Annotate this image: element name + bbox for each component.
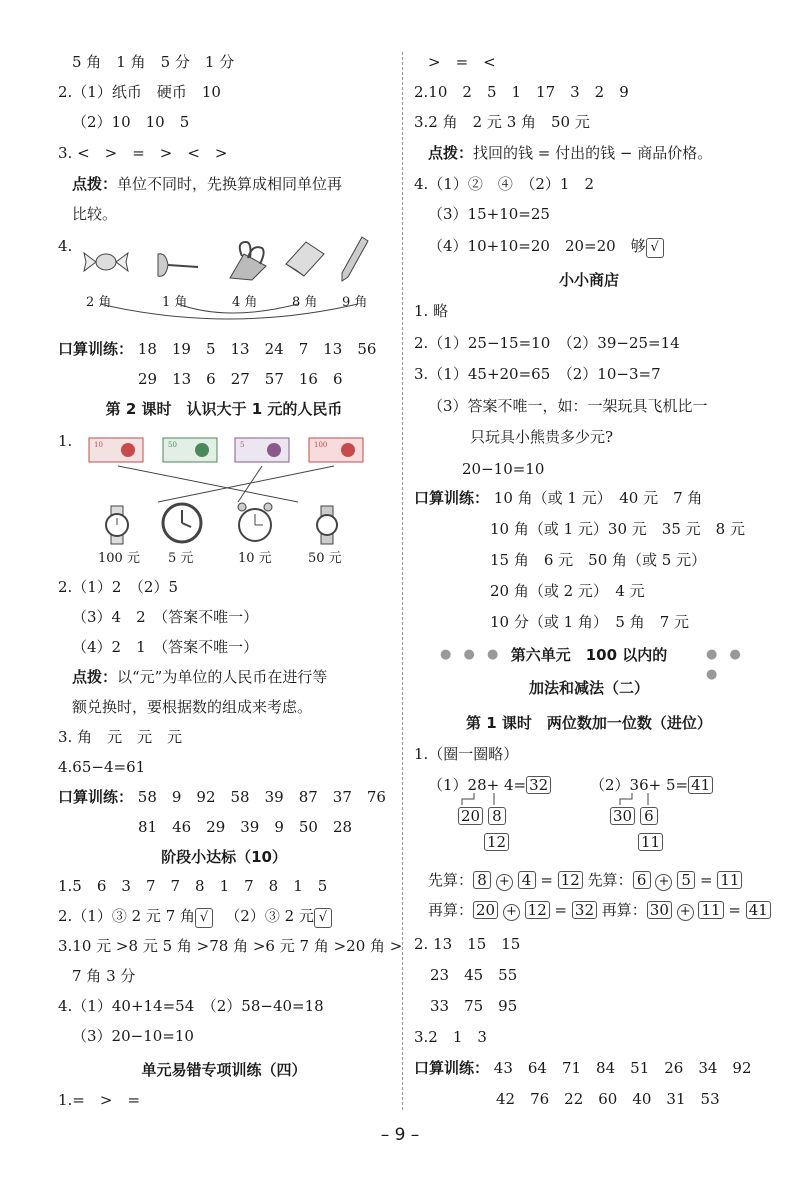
oral-practice-tag: 口算训练： [414, 489, 490, 507]
answer-line: 2. 13 15 15 [414, 935, 521, 953]
answer-box: 32 [526, 776, 551, 794]
oral-practice-values: 15 角 6 元 50 角（或 5 元） [490, 551, 707, 569]
split-parts [610, 806, 658, 826]
calc-box: 4 [518, 871, 536, 889]
answer-line: 7 角 3 分 [72, 967, 136, 985]
answer-line: 1. 略 [414, 302, 449, 320]
answer-line: 33 75 95 [430, 997, 518, 1015]
tip-text: 找回的钱 = 付出的钱 − 商品价格。 [473, 144, 713, 162]
tip-line: 额兑换时，要根据数的组成来考虑。 [72, 698, 313, 716]
answer-line: 1.5 6 3 7 7 8 1 7 8 1 5 [58, 877, 328, 895]
answer-line: 1.（圈一圈略） [414, 745, 519, 763]
answer-line: > = < [428, 53, 496, 71]
oral-practice-values: 20 角（或 2 元） 4 元 [490, 582, 645, 600]
oral-practice [414, 488, 702, 508]
price-label: 9 角 [342, 295, 368, 310]
banknote-icon [308, 437, 364, 463]
answer-line: 5 角 1 角 5 分 1 分 [72, 53, 235, 71]
plus-icon: + [496, 874, 513, 891]
sum-box: 11 [638, 833, 663, 851]
answer-line: 3. < > = > < > [58, 144, 228, 162]
answer-line: 只玩具小熊贵多少元? [470, 428, 614, 446]
split-sum [484, 832, 509, 852]
oral-practice-values: 10 角（或 1 元）30 元 35 元 8 元 [490, 520, 745, 538]
tip-text: 单位不同时，先换算成相同单位再 [117, 175, 343, 193]
price-label: 4 角 [232, 295, 258, 310]
split-parts [458, 806, 506, 826]
answer-line: 2.（1）纸币 硬币 10 [58, 83, 221, 101]
answer-line: 3.2 1 3 [414, 1028, 487, 1046]
oral-practice [58, 339, 376, 359]
matching-lines [98, 464, 358, 504]
oral-practice-values: 29 13 6 27 57 16 6 [138, 370, 343, 388]
oral-practice-values: 81 46 29 39 9 50 28 [138, 818, 353, 836]
equation-text: （2）36+ 5= [590, 776, 689, 794]
section-title: 第 1 课时 两位数加一位数（进位） [466, 714, 712, 732]
split-equation [428, 775, 551, 795]
answer-line: 2.10 2 5 1 17 3 2 9 [414, 83, 629, 101]
tip-tag: 点拨： [428, 144, 474, 162]
oral-practice-tag: 口算训练： [414, 1059, 490, 1077]
wristwatch-icon [312, 505, 342, 545]
section-title: 小小商店 [558, 271, 619, 289]
equation-text: （1）28+ 4= [428, 776, 527, 794]
bill-number: 100 [314, 441, 328, 449]
answer-line: （3）20−10=10 [72, 1027, 194, 1045]
calc-box: 12 [558, 871, 583, 889]
answer-line: 2.（1）25−15=10 （2）39−25=14 [414, 334, 680, 352]
answer-text: （4）10+10=20 20=20 够 [428, 237, 646, 255]
oral-practice-tag: 口算训练： [58, 788, 134, 806]
price-label: 50 元 [308, 551, 342, 566]
oral-practice-values: 10 分（或 1 角） 5 角 7 元 [490, 613, 690, 631]
answer-line: 4.（1）40+14=54 （2）58−40=18 [58, 997, 324, 1015]
answer-line: 23 45 55 [430, 966, 518, 984]
section-title: 单元易错专项训练（四） [141, 1061, 307, 1079]
check-mark-icon: √ [195, 908, 213, 928]
oral-practice-values: 18 19 5 13 24 7 13 56 [137, 340, 377, 358]
answer-line: （3）15+10=25 [428, 205, 550, 223]
split-equation [590, 775, 713, 795]
answer-line: （2）10 10 5 [72, 113, 190, 131]
price-label: 2 角 [86, 295, 112, 310]
page-number: – 9 – [380, 1125, 420, 1145]
matching-curves [78, 300, 378, 330]
question-number: 4. [58, 237, 73, 255]
calc-box: 11 [698, 901, 723, 919]
tip-line [72, 667, 327, 687]
second-calc-label: 再算： [601, 901, 647, 919]
calc-box: 20 [473, 901, 498, 919]
split-box: 6 [640, 807, 658, 825]
split-box: 30 [610, 807, 635, 825]
candy-icon [82, 245, 130, 279]
split-box: 20 [458, 807, 483, 825]
split-box: 8 [488, 807, 506, 825]
pushpin-icon [154, 250, 200, 280]
answer-line: 20−10=10 [462, 460, 545, 478]
equals-sign: = [540, 871, 553, 889]
answer-line [58, 906, 332, 928]
banknote-icon [234, 437, 290, 463]
oral-practice [414, 1058, 752, 1078]
decor-dots: ● ● ● [706, 647, 745, 682]
answer-text: 2.（1）③ 2 元 7 角 [58, 907, 196, 925]
oral-practice-tag: 口算训练： [58, 340, 134, 358]
answer-line: 3.（1）45+20=65 （2）10−3=7 [414, 365, 661, 383]
calc-box: 5 [677, 871, 695, 889]
banknote-icon [88, 437, 144, 463]
tip-line: 比较。 [72, 205, 118, 223]
unit-title: 第六单元 100 以内的 [510, 646, 668, 664]
oral-practice-values: 10 角（或 1 元） 40 元 7 角 [493, 489, 703, 507]
clock-icon [160, 501, 204, 545]
decor-dots: ● ● ● [440, 647, 503, 662]
price-label: 8 角 [292, 295, 318, 310]
pencil-icon [338, 235, 370, 285]
first-calc-label: 先算： [428, 871, 474, 889]
calc-box: 8 [473, 871, 491, 889]
answer-line: （3）4 2 （答案不唯一） [72, 608, 259, 626]
answer-line: （3）答案不唯一，如：一架玩具飞机比一 [428, 397, 708, 415]
first-calc [428, 870, 742, 891]
tip-tag: 点拨： [72, 668, 118, 686]
plus-icon: + [655, 874, 672, 891]
oral-practice-values: 58 9 92 58 39 87 37 76 [137, 788, 386, 806]
question-number: 1. [58, 432, 73, 450]
calc-box: 11 [717, 871, 742, 889]
plus-icon: + [677, 904, 694, 921]
calc-box: 12 [525, 901, 550, 919]
alarm-clock-icon [234, 501, 276, 545]
equals-sign: = [554, 901, 568, 919]
calc-box: 41 [746, 901, 771, 919]
check-mark-icon: √ [646, 238, 664, 258]
bill-number: 10 [94, 441, 103, 449]
equals-sign: = [699, 871, 713, 889]
bill-number: 5 [240, 441, 245, 449]
price-label: 100 元 [98, 551, 140, 566]
answer-line [428, 236, 664, 258]
banknote-icon [162, 437, 218, 463]
answer-line: 3.10 元 >8 元 5 角 >78 角 >6 元 7 角 >20 角 > [58, 937, 403, 955]
price-label: 5 元 [168, 551, 194, 566]
bill-number: 50 [168, 441, 177, 449]
plus-icon: + [503, 904, 520, 921]
section-title: 第 2 课时 认识大于 1 元的人民币 [105, 400, 343, 418]
first-calc-label: 先算： [587, 871, 633, 889]
tip-line [72, 174, 342, 194]
split-lines [616, 793, 666, 807]
answer-line: 2.（1）2 （2）5 [58, 578, 178, 596]
calc-box: 32 [572, 901, 597, 919]
answer-line: 4.65−4=61 [58, 758, 146, 776]
second-calc [428, 900, 771, 921]
binder-clip-icon [222, 238, 272, 282]
answer-line: 1.= > = [58, 1091, 141, 1109]
equals-sign: = [728, 901, 741, 919]
tip-tag: 点拨： [72, 175, 118, 193]
answer-line: （4）2 1 （答案不唯一） [72, 638, 259, 656]
price-label: 1 角 [162, 295, 188, 310]
tip-line [428, 143, 712, 163]
price-label: 10 元 [238, 551, 272, 566]
answer-line: 3. 角 元 元 元 [58, 728, 183, 746]
answer-box: 41 [688, 776, 713, 794]
calc-box: 30 [647, 901, 672, 919]
unit-title: 加法和减法（二） [528, 679, 649, 697]
split-sum [638, 832, 663, 852]
oral-practice-values: 42 76 22 60 40 31 53 [496, 1090, 720, 1108]
sum-box: 12 [484, 833, 509, 851]
answer-text: （2）③ 2 元 [232, 907, 314, 925]
eraser-icon [280, 238, 328, 280]
tip-text: 以“元”为单位的人民币在进行等 [117, 668, 328, 686]
answer-line: 3.2 角 2 元 3 角 50 元 [414, 113, 590, 131]
second-calc-label: 再算： [428, 901, 474, 919]
check-mark-icon: √ [314, 908, 332, 928]
answer-line: 4.（1）② ④ （2）1 2 [414, 175, 594, 193]
section-title: 阶段小达标（10） [161, 848, 287, 866]
split-lines [458, 793, 508, 807]
calc-box: 6 [633, 871, 651, 889]
oral-practice [58, 787, 386, 807]
oral-practice-values: 43 64 71 84 51 26 34 92 [493, 1059, 752, 1077]
wristwatch-icon [102, 505, 132, 545]
